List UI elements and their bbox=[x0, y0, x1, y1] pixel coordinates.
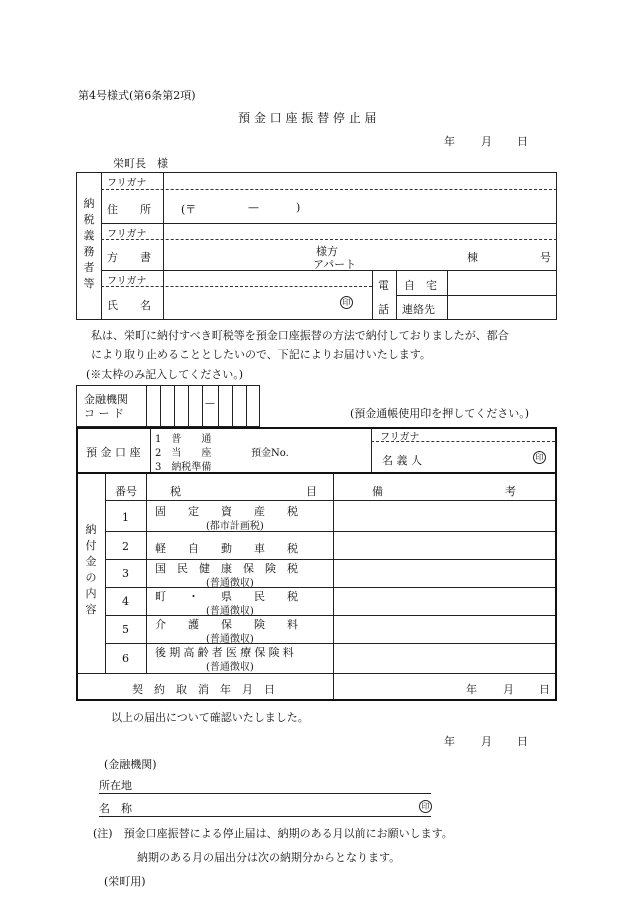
date-year-label: 年 bbox=[444, 135, 455, 148]
main-thick-frame bbox=[76, 427, 557, 701]
phone-row-divider bbox=[396, 295, 557, 296]
number-label: 号 bbox=[540, 251, 551, 264]
row-tax-name: 国 民 健 康 保 険 税 bbox=[155, 562, 298, 575]
row-tax-sub: (普通徴収) bbox=[206, 578, 254, 589]
column-header-remarks-2: 考 bbox=[505, 485, 516, 498]
side-char: 務 bbox=[83, 245, 95, 258]
furigana-label: フリガナ bbox=[107, 276, 147, 287]
bank-code-cell-divider bbox=[160, 385, 161, 427]
bank-code-cell-divider bbox=[218, 385, 219, 427]
phone-divider bbox=[372, 270, 373, 320]
account-label: 預 金 口 座 bbox=[86, 446, 141, 459]
phone-label: 話 bbox=[378, 303, 389, 316]
cancel-year-label: 年 bbox=[466, 683, 477, 696]
bank-seal-mark: 印 bbox=[419, 800, 432, 813]
account-type-3: 3 納税準備 bbox=[155, 462, 212, 473]
row-number: 5 bbox=[122, 623, 129, 636]
row-tax-name: 介 護 保 険 料 bbox=[155, 618, 298, 631]
row-number: 6 bbox=[122, 652, 129, 665]
side-char: 者 bbox=[83, 261, 95, 274]
bank-code-label: 金融機関 bbox=[84, 393, 128, 406]
care-of-sama: 様方 bbox=[316, 245, 338, 258]
row-tax-sub: (普通徴収) bbox=[206, 606, 254, 617]
row-tax-name: 町 ・ 県 民 税 bbox=[155, 590, 298, 603]
contents-side-divider bbox=[105, 474, 106, 674]
row-number: 4 bbox=[122, 595, 129, 608]
side-char: 納 bbox=[85, 523, 97, 536]
account-number-label: 預金No. bbox=[251, 448, 289, 459]
postal-suffix: ) bbox=[296, 201, 301, 214]
account-row-bottom bbox=[78, 472, 555, 474]
bank-code-dash: — bbox=[205, 398, 215, 409]
side-char: 義 bbox=[83, 229, 95, 242]
date-month-label: 月 bbox=[481, 135, 492, 148]
seal-mark: 印 bbox=[340, 296, 353, 309]
statement-line-1: 私は、栄町に納付すべき町税等を預金口座振替の方法で納付しておりましたが、都合 bbox=[91, 329, 509, 342]
row-tax-sub: (普通徴収) bbox=[206, 634, 254, 645]
side-char: 納 bbox=[83, 197, 95, 210]
bank-code-cell-divider bbox=[202, 385, 203, 427]
furigana-label: フリガナ bbox=[107, 178, 147, 189]
bank-code-cell-divider bbox=[188, 385, 189, 427]
contents-row-divider bbox=[105, 531, 555, 532]
column-header-number: 番号 bbox=[115, 485, 137, 498]
row-tax-name: 後期高齢者医療保険料 bbox=[155, 646, 297, 659]
side-char: 等 bbox=[83, 277, 95, 290]
bank-name-label: 名 称 bbox=[99, 802, 132, 815]
taxpayer-label-divider bbox=[163, 172, 164, 320]
taxpayer-side-divider bbox=[101, 172, 102, 320]
account-type-2: 2 当 座 bbox=[155, 448, 212, 459]
cancel-day-label: 日 bbox=[539, 683, 550, 696]
phone-label: 電 bbox=[378, 279, 389, 292]
column-header-tax-2: 目 bbox=[306, 485, 317, 498]
confirm-year-label: 年 bbox=[444, 735, 455, 748]
address-row-bottom bbox=[101, 223, 557, 224]
furigana-divider-1 bbox=[101, 189, 557, 190]
bank-code-cell-divider bbox=[232, 385, 233, 427]
row-number: 2 bbox=[122, 540, 129, 553]
bank-name-field bbox=[99, 800, 431, 817]
bank-code-label: コ ー ド bbox=[84, 407, 124, 420]
holder-name-label: 名 義 人 bbox=[382, 454, 422, 467]
bank-code-cell-divider bbox=[246, 385, 247, 427]
postal-dash: — bbox=[248, 201, 259, 214]
phone-home-label: 自 宅 bbox=[404, 279, 437, 292]
care-of-label: 方 書 bbox=[107, 251, 151, 264]
location-label: 所在地 bbox=[99, 779, 132, 792]
column-header-remarks-1: 備 bbox=[372, 485, 383, 498]
bank-code-cell-divider bbox=[146, 385, 147, 427]
page-title: 預 金 口 座 振 替 停 止 届 bbox=[238, 111, 377, 125]
row-tax-name: 固 定 資 産 税 bbox=[155, 505, 298, 518]
row-tax-sub: (都市計画税) bbox=[206, 521, 264, 532]
side-char: 容 bbox=[85, 603, 97, 616]
name-label: 氏 名 bbox=[107, 299, 151, 312]
building-label: 棟 bbox=[467, 251, 478, 264]
side-char: 金 bbox=[85, 555, 97, 568]
care-of-apart: アパート bbox=[313, 258, 357, 271]
holder-seal-mark: 印 bbox=[533, 451, 546, 464]
confirmation-text: 以上の届出について確認いたしました。 bbox=[111, 711, 309, 724]
bank-code-cell-divider bbox=[174, 385, 175, 427]
cancel-month-label: 月 bbox=[503, 683, 514, 696]
address-label: 住 所 bbox=[107, 203, 151, 216]
side-char: 内 bbox=[85, 587, 97, 600]
contents-table-bottom bbox=[78, 673, 555, 674]
form-number: 第4号様式(第6条第2項) bbox=[78, 89, 196, 102]
town-use-label: (栄町用) bbox=[104, 875, 146, 888]
confirm-month-label: 月 bbox=[481, 735, 492, 748]
statement-line-2: により取り止めることとしたいので、下記によりお届けいたします。 bbox=[91, 348, 431, 361]
account-type-1: 1 普 通 bbox=[155, 434, 212, 445]
bank-institution-label: (金融機関) bbox=[104, 758, 157, 771]
addressee: 栄町長 様 bbox=[113, 157, 168, 170]
account-label-divider bbox=[150, 428, 151, 472]
date-day-label: 日 bbox=[517, 135, 528, 148]
location-field bbox=[99, 777, 431, 794]
bank-seal-note: (預金通帳使用印を押してください。) bbox=[350, 407, 530, 420]
row-number: 1 bbox=[122, 511, 129, 524]
row-number: 3 bbox=[122, 567, 129, 580]
cancel-date-label: 契 約 取 消 年 月 日 bbox=[132, 683, 275, 696]
row-tax-name: 軽 自 動 車 税 bbox=[155, 542, 298, 555]
instruction-note: (※太枠のみ記入してください。) bbox=[86, 368, 244, 381]
postal-prefix: (〒 bbox=[181, 203, 197, 216]
row-tax-sub: (普通徴収) bbox=[206, 662, 254, 673]
side-char: 税 bbox=[83, 213, 95, 226]
note-line-1: (注) 預金口座振替による停止届は、納期のある月以前にお願いします。 bbox=[93, 827, 453, 840]
confirm-day-label: 日 bbox=[517, 735, 528, 748]
note-line-2: 納期のある月の届出分は次の納期分からとなります。 bbox=[137, 851, 401, 864]
contents-header-bottom bbox=[105, 500, 555, 501]
furigana-label: フリガナ bbox=[107, 229, 147, 240]
contents-number-divider bbox=[146, 474, 147, 674]
column-header-tax-1: 税 bbox=[170, 485, 181, 498]
side-char: の bbox=[85, 571, 97, 584]
phone-contact-label: 連絡先 bbox=[402, 303, 435, 316]
side-char: 付 bbox=[85, 539, 97, 552]
account-holder-divider bbox=[371, 428, 372, 472]
furigana-divider-2 bbox=[101, 239, 557, 240]
holder-furigana-label: フリガナ bbox=[380, 432, 420, 443]
